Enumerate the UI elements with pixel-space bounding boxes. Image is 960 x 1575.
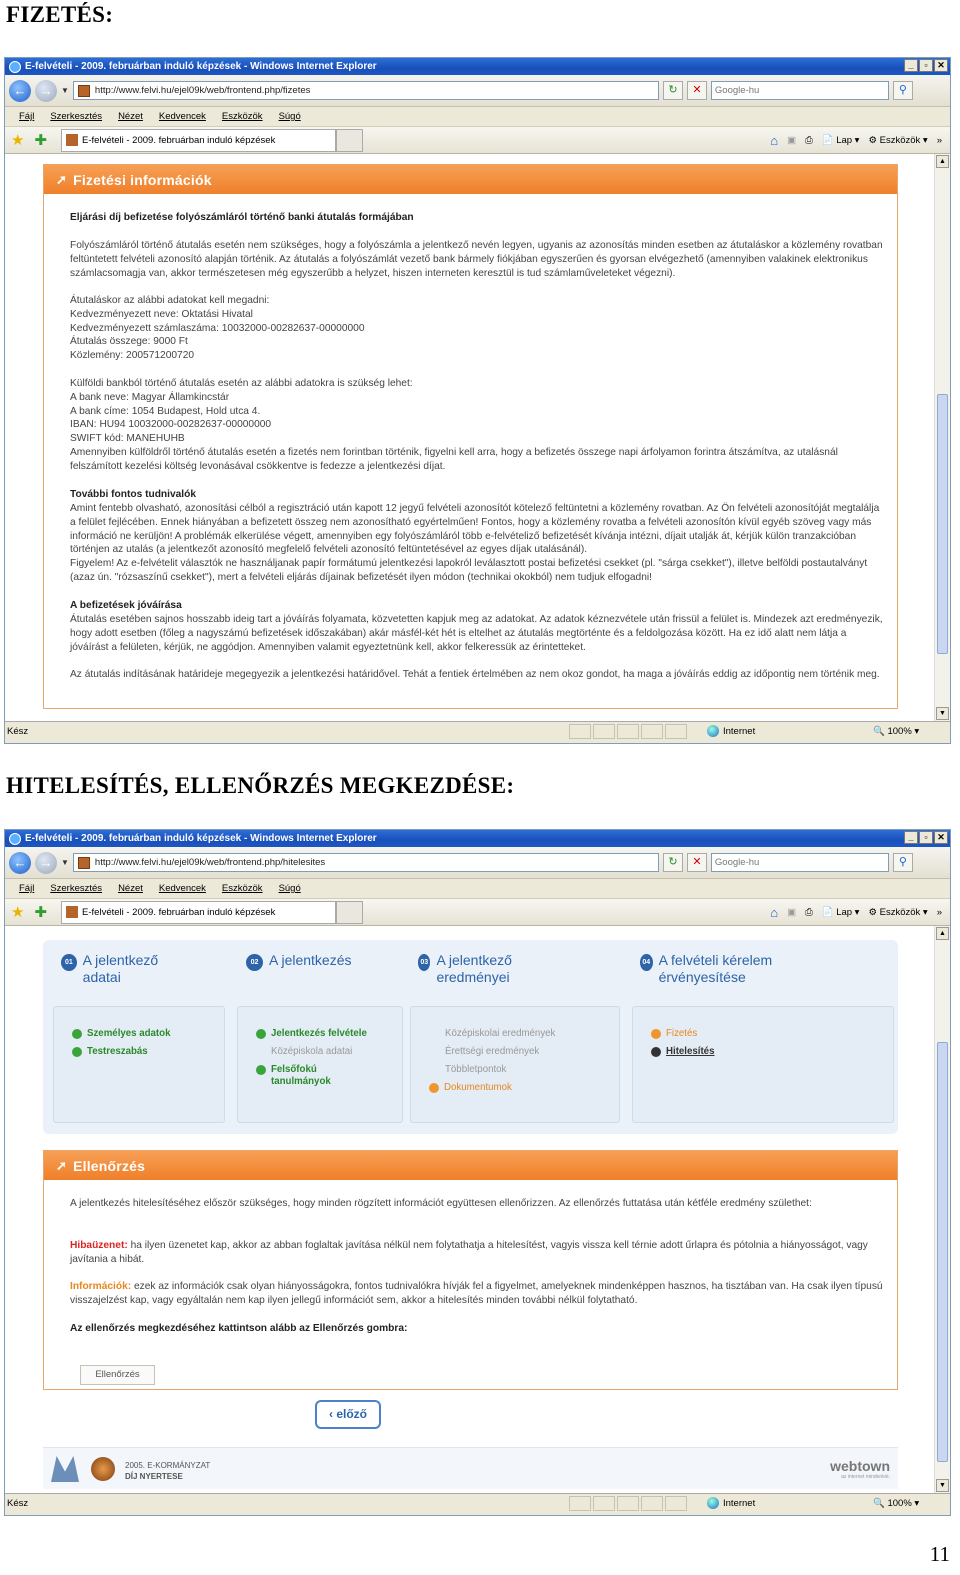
search-input[interactable]: Google-hu — [711, 81, 889, 100]
ministry-logo-icon — [51, 1456, 79, 1482]
check-error-info: Hibaüzenet: ha ilyen üzenetet kap, akkor az abban foglaltak javítása nélkül nem folytathatja a hitelesítést, vagyis vissza kell térnie adott űrlapra és pótolnia a hiányosságot, vagy javítania a hibát. — [70, 1240, 868, 1265]
step-item-authentication[interactable]: Hitelesítés — [651, 1043, 893, 1061]
address-bar — [5, 75, 950, 107]
back-icon[interactable]: ← — [9, 852, 31, 874]
award-seal-icon — [91, 1457, 115, 1481]
menu-favorites[interactable]: Kedvencek — [158, 111, 206, 122]
step-header-4[interactable]: 04 A felvételi kérelem érvényesítése — [640, 952, 810, 986]
window-title: E-felvételi - 2009. februárban induló képzések - Windows Internet Explorer — [25, 61, 377, 72]
stop-icon[interactable]: ✕ — [687, 853, 707, 872]
site-favicon-icon — [66, 906, 78, 918]
chevron-right-icon[interactable]: » — [936, 135, 942, 146]
history-dropdown-icon[interactable]: ▼ — [61, 86, 69, 95]
site-favicon-icon — [78, 857, 90, 869]
search-icon[interactable]: ⚲ — [893, 853, 913, 872]
section-heading-payment: FIZETÉS: — [6, 2, 114, 27]
tab-bar — [5, 899, 950, 926]
print-icon[interactable]: ⎙ — [805, 907, 813, 918]
check-icon — [72, 1047, 82, 1057]
forward-icon[interactable]: → — [35, 852, 57, 874]
browser-window-verification — [4, 829, 951, 1516]
url-field[interactable]: http://www.felvi.hu/ejel09k/web/frontend.php/fizetes — [73, 81, 659, 100]
scroll-up-icon[interactable]: ▲ — [936, 927, 949, 940]
arrow-icon: ➚ — [56, 1157, 68, 1173]
menu-file[interactable]: Fájl — [19, 883, 35, 894]
scroll-up-icon[interactable]: ▲ — [936, 155, 949, 168]
step-box-3 — [410, 1006, 620, 1123]
panel-header: ➚ Ellenőrzés — [44, 1151, 897, 1180]
payment-paragraph-4: Figyelem! Az e-felvételit választók ne használjanak papír formátumú jelentkezési lapokról leválasztott postai befizetési csekket (pl. "sárga csekket"), illetve belföldi postautalványt (azaz ún. "rózsaszínű csekket"), mert a felvételi eljárás díjainak befizetését ilyen módon (technikai okokból) nem tudjuk elfogadni! — [70, 558, 868, 583]
menu-view[interactable]: Nézet — [118, 111, 143, 122]
feeds-icon[interactable]: ▣ — [787, 135, 797, 146]
step-item-exam-results[interactable]: Érettségi eredmények — [445, 1046, 540, 1057]
step-item-extra-points[interactable]: Többletpontok — [445, 1064, 507, 1075]
payment-details: Átutaláskor az alábbi adatokat kell megadni: Kedvezményezett neve: Oktatási Hivatal Kedvezményezett számlaszáma: 10032000-00282637-00000000 Átutalás összege: 9000 Ft Közlemény: 200571200720 — [70, 295, 365, 362]
page-content — [5, 154, 950, 721]
panel-header: ➚ Fizetési információk — [44, 165, 897, 194]
warning-icon — [651, 1029, 661, 1039]
check-button[interactable]: Ellenőrzés — [80, 1365, 155, 1385]
status-bar — [5, 1493, 950, 1512]
payment-info-panel — [43, 164, 898, 709]
stop-icon[interactable]: ✕ — [687, 81, 707, 100]
menu-bar — [5, 107, 950, 127]
scroll-thumb[interactable] — [937, 1042, 948, 1462]
menu-edit[interactable]: Szerkesztés — [50, 111, 103, 122]
vertical-scrollbar[interactable] — [934, 926, 950, 1493]
back-icon[interactable]: ← — [9, 80, 31, 102]
scroll-down-icon[interactable]: ▼ — [936, 707, 949, 720]
refresh-icon[interactable]: ↻ — [663, 81, 683, 100]
step-item-payment[interactable]: Fizetés — [651, 1025, 893, 1043]
minimize-icon[interactable]: _ — [904, 59, 918, 72]
payment-paragraph-1: Folyószámláról történő átutalás esetén nem szükséges, hogy a folyószámla a jelentkező nevén legyen, ugyanis az azonosítás minden esetben az átutaláskor a közlemény rovatban feltüntetett felvételi azonosító alapján történik. Az átutalás a folyószámlát vezető bank bármely fiókjában egyszerűen és gyorsan elvégezhető (amennyiben valakinek elektronikus számlacsomagja van, akkor természetesen még egyszerűbb a helyzet, hiszen interneten keresztül is tud számlaműveleteket végezni). — [70, 240, 883, 279]
search-icon[interactable]: ⚲ — [893, 81, 913, 100]
menu-favorites[interactable]: Kedvencek — [158, 883, 206, 894]
step-header-2[interactable]: 02 A jelentkezés — [246, 952, 406, 971]
check-icon — [72, 1029, 82, 1039]
title-bar — [5, 830, 950, 847]
step-header-1[interactable]: 01 A jelentkező adatai — [61, 952, 191, 986]
globe-icon — [707, 1497, 719, 1509]
step-box-2 — [237, 1006, 403, 1123]
warning-icon — [429, 1083, 439, 1093]
payment-subtitle: Eljárási díj befizetése folyószámláról történő banki átutalás formájában — [70, 212, 414, 223]
foreign-bank-details: Külföldi bankból történő átutalás esetén az alábbi adatokra is szükség lehet: A bank neve: Magyar Államkincstár A bank címe: 1054 Budapest, Hold utca 4. IBAN: HU94 10032000-00282637-00000000 SWIFT kód: MANEHUHB — [70, 378, 413, 445]
new-tab-button[interactable] — [336, 129, 363, 152]
menu-tools[interactable]: Eszközök — [221, 883, 263, 894]
maximize-icon[interactable]: ▫ — [919, 831, 933, 844]
payment-paragraph-6: Az átutalás indításának határideje megegyezik a jelentkezési határidővel. Tehát a fentiek értelmében az nem okoz gondot, ha maga a jóváírás eddig az időpontig nem történik meg. — [70, 669, 880, 680]
title-bar — [5, 58, 950, 75]
menu-file[interactable]: Fájl — [19, 111, 35, 122]
menu-help[interactable]: Súgó — [278, 883, 301, 894]
crediting-heading: A befizetések jóváírása — [70, 600, 182, 611]
check-info-note: Információk: ezek az információk csak olyan hiányosságokra, fontos tudnivalókra hívják fel a figyelmet, amelyeknek mindenképpen hasznos, ha tisztában van. Ha csak ilyen típusú visszajelzést kap, vagy egyáltalán nem kap ilyen jellegű információt sem, akkor a hitelesítés minden további nélkül folytatható. — [70, 1281, 883, 1306]
window-title: E-felvételi - 2009. februárban induló képzések - Windows Internet Explorer — [25, 833, 377, 844]
info-icon — [651, 1047, 661, 1057]
url-field[interactable]: http://www.felvi.hu/ejel09k/web/frontend.php/hitelesites — [73, 853, 659, 872]
menu-view[interactable]: Nézet — [118, 883, 143, 894]
security-zone[interactable]: Internet — [707, 1497, 755, 1509]
home-icon[interactable]: ⌂ — [770, 133, 779, 148]
check-icon — [256, 1065, 266, 1075]
search-input[interactable]: Google-hu — [711, 853, 889, 872]
menu-tools[interactable]: Eszközök — [221, 111, 263, 122]
refresh-icon[interactable]: ↻ — [663, 853, 683, 872]
page-content — [5, 926, 950, 1493]
section-heading-verification: HITELESÍTÉS, ELLENŐRZÉS MEGKEZDÉSE: — [6, 773, 515, 798]
add-favorite-icon[interactable]: ✚ — [34, 904, 48, 921]
tools-menu[interactable]: ⚙ Eszközök ▾ — [868, 135, 928, 146]
webtown-logo[interactable]: webtown az internet mindenkié. — [830, 1458, 890, 1480]
favorites-star-icon[interactable]: ★ — [11, 132, 25, 149]
security-zone[interactable]: Internet — [707, 725, 755, 737]
page-menu[interactable]: 📄 Lap ▾ — [821, 135, 860, 146]
tab-current[interactable]: E-felvételi - 2009. februárban induló képzések — [61, 129, 336, 152]
payment-paragraph-3: Amint fentebb olvasható, azonosítási célból a regisztráció után kapott 12 jegyű felvételi azonosítót kötelező feltüntetni a közlemény rovatban. Az Ön felvételi azonosítóját megtalálja a felület fejlécében. Ennek hiányában a befizetett összeg nem azonosítható egyértelműen! Fontos, hogy a közlemény rovatba a felvételi azonosítón kívül egyéb szöveg vagy más információ ne kerüljön! A problémák elkerülése végett, amennyiben egy folyószámláról több e-felvételiző befizetését kívánja intézni, díjait utalják át, kérjük külön tranzakcióban történjen az utalás (a jelentkezőt azonosító megfelelő felvételi azonosító feltüntetésével az egyes díjak utalásánál). — [70, 503, 880, 556]
menu-bar — [5, 879, 950, 899]
vertical-scrollbar[interactable] — [934, 154, 950, 721]
status-text: Kész — [7, 1497, 29, 1509]
step-box-1 — [53, 1006, 225, 1123]
minimize-icon[interactable]: _ — [904, 831, 918, 844]
close-icon[interactable]: ✕ — [934, 59, 948, 72]
status-text: Kész — [7, 725, 29, 737]
step-item-secondary-school[interactable]: Középiskola adatai — [271, 1046, 353, 1057]
feeds-icon[interactable]: ▣ — [787, 907, 797, 918]
step-item-application[interactable]: Jelentkezés felvétele — [256, 1025, 402, 1043]
scroll-down-icon[interactable]: ▼ — [936, 1479, 949, 1492]
step-item-school-results[interactable]: Középiskolai eredmények — [445, 1028, 556, 1039]
page-menu[interactable]: 📄 Lap ▾ — [821, 907, 860, 918]
print-icon[interactable]: ⎙ — [805, 135, 813, 146]
payment-paragraph-5: Átutalás esetében sajnos hosszabb ideig tart a jóváírás folyamata, közvetetten kapjuk meg az adatokat. Az adatok kéznezvétele után frissül a felület is. Mindezek azt eredményezik, hogy adott esetben (főleg a nagyszámú befizetések időszakában) akár másfél-két hét is eltelhet az átutalás megtörténte és a feldolgozása között. Ha ez idő alatt nem látja a jóváírást a felületen, kérjük, ne aggódjon. Amennyiben valamit egyeztetnünk kell, akkor felkeressük az érintetteket. — [70, 614, 883, 653]
arrow-icon: ➚ — [56, 171, 68, 187]
home-icon[interactable]: ⌂ — [770, 905, 779, 920]
close-icon[interactable]: ✕ — [934, 831, 948, 844]
maximize-icon[interactable]: ▫ — [919, 59, 933, 72]
check-icon — [256, 1029, 266, 1039]
page-footer — [43, 1447, 898, 1489]
forward-icon[interactable]: → — [35, 80, 57, 102]
check-instruction: Az ellenőrzés megkezdéséhez kattintson alább az Ellenőrzés gombra: — [70, 1323, 408, 1334]
tab-bar — [5, 127, 950, 154]
site-favicon-icon — [78, 85, 90, 97]
page-number: 11 — [929, 1542, 950, 1566]
progress-steps — [43, 940, 898, 1134]
ie-logo-icon — [9, 61, 21, 73]
history-dropdown-icon[interactable]: ▼ — [61, 858, 69, 867]
browser-window-payment — [4, 57, 951, 744]
menu-edit[interactable]: Szerkesztés — [50, 883, 103, 894]
site-favicon-icon — [66, 134, 78, 146]
award-text: 2005. E-KORMÁNYZAT DÍJ NYERTESE — [125, 1461, 211, 1481]
zoom-level[interactable]: 🔍 100% ▾ — [873, 725, 920, 737]
chevron-right-icon[interactable]: » — [936, 907, 942, 918]
step-item-customize[interactable]: Testreszabás — [72, 1043, 224, 1061]
payment-paragraph-2: Amennyiben külföldről történő átutalás esetén a fizetés nem forintban történik, figyelni kell arra, hogy a befizetés összege napi árfolyamon forintra átszámítva, az utalásnál felszámított kezelési költség levonásával csökkentve is fedezze a jelentkezési díjat. — [70, 447, 838, 472]
scroll-thumb[interactable] — [937, 394, 948, 654]
check-intro: A jelentkezés hitelesítéséhez először szükséges, hogy minden rögzített információt együttesen ellenőrizzen. Az ellenőrzés futtatása után kétféle eredmény születhet: — [70, 1198, 812, 1209]
favorites-star-icon[interactable]: ★ — [11, 904, 25, 921]
step-item-higher-studies[interactable]: Felsőfokú tanulmányok — [256, 1064, 402, 1088]
globe-icon — [707, 725, 719, 737]
important-heading: További fontos tudnivalók — [70, 489, 197, 500]
ie-logo-icon — [9, 833, 21, 845]
step-item-documents[interactable]: Dokumentumok — [429, 1079, 619, 1097]
check-panel — [43, 1150, 898, 1390]
previous-button[interactable]: ‹ előző — [315, 1400, 381, 1429]
menu-help[interactable]: Súgó — [278, 111, 301, 122]
status-bar — [5, 721, 950, 740]
tools-menu[interactable]: ⚙ Eszközök ▾ — [868, 907, 928, 918]
step-header-3[interactable]: 03 A jelentkező eredményei — [418, 952, 548, 986]
new-tab-button[interactable] — [336, 901, 363, 924]
address-bar — [5, 847, 950, 879]
step-box-4 — [632, 1006, 894, 1123]
add-favorite-icon[interactable]: ✚ — [34, 132, 48, 149]
zoom-level[interactable]: 🔍 100% ▾ — [873, 1497, 920, 1509]
tab-current[interactable]: E-felvételi - 2009. februárban induló képzések — [61, 901, 336, 924]
step-item-personal-data[interactable]: Személyes adatok — [72, 1025, 224, 1043]
